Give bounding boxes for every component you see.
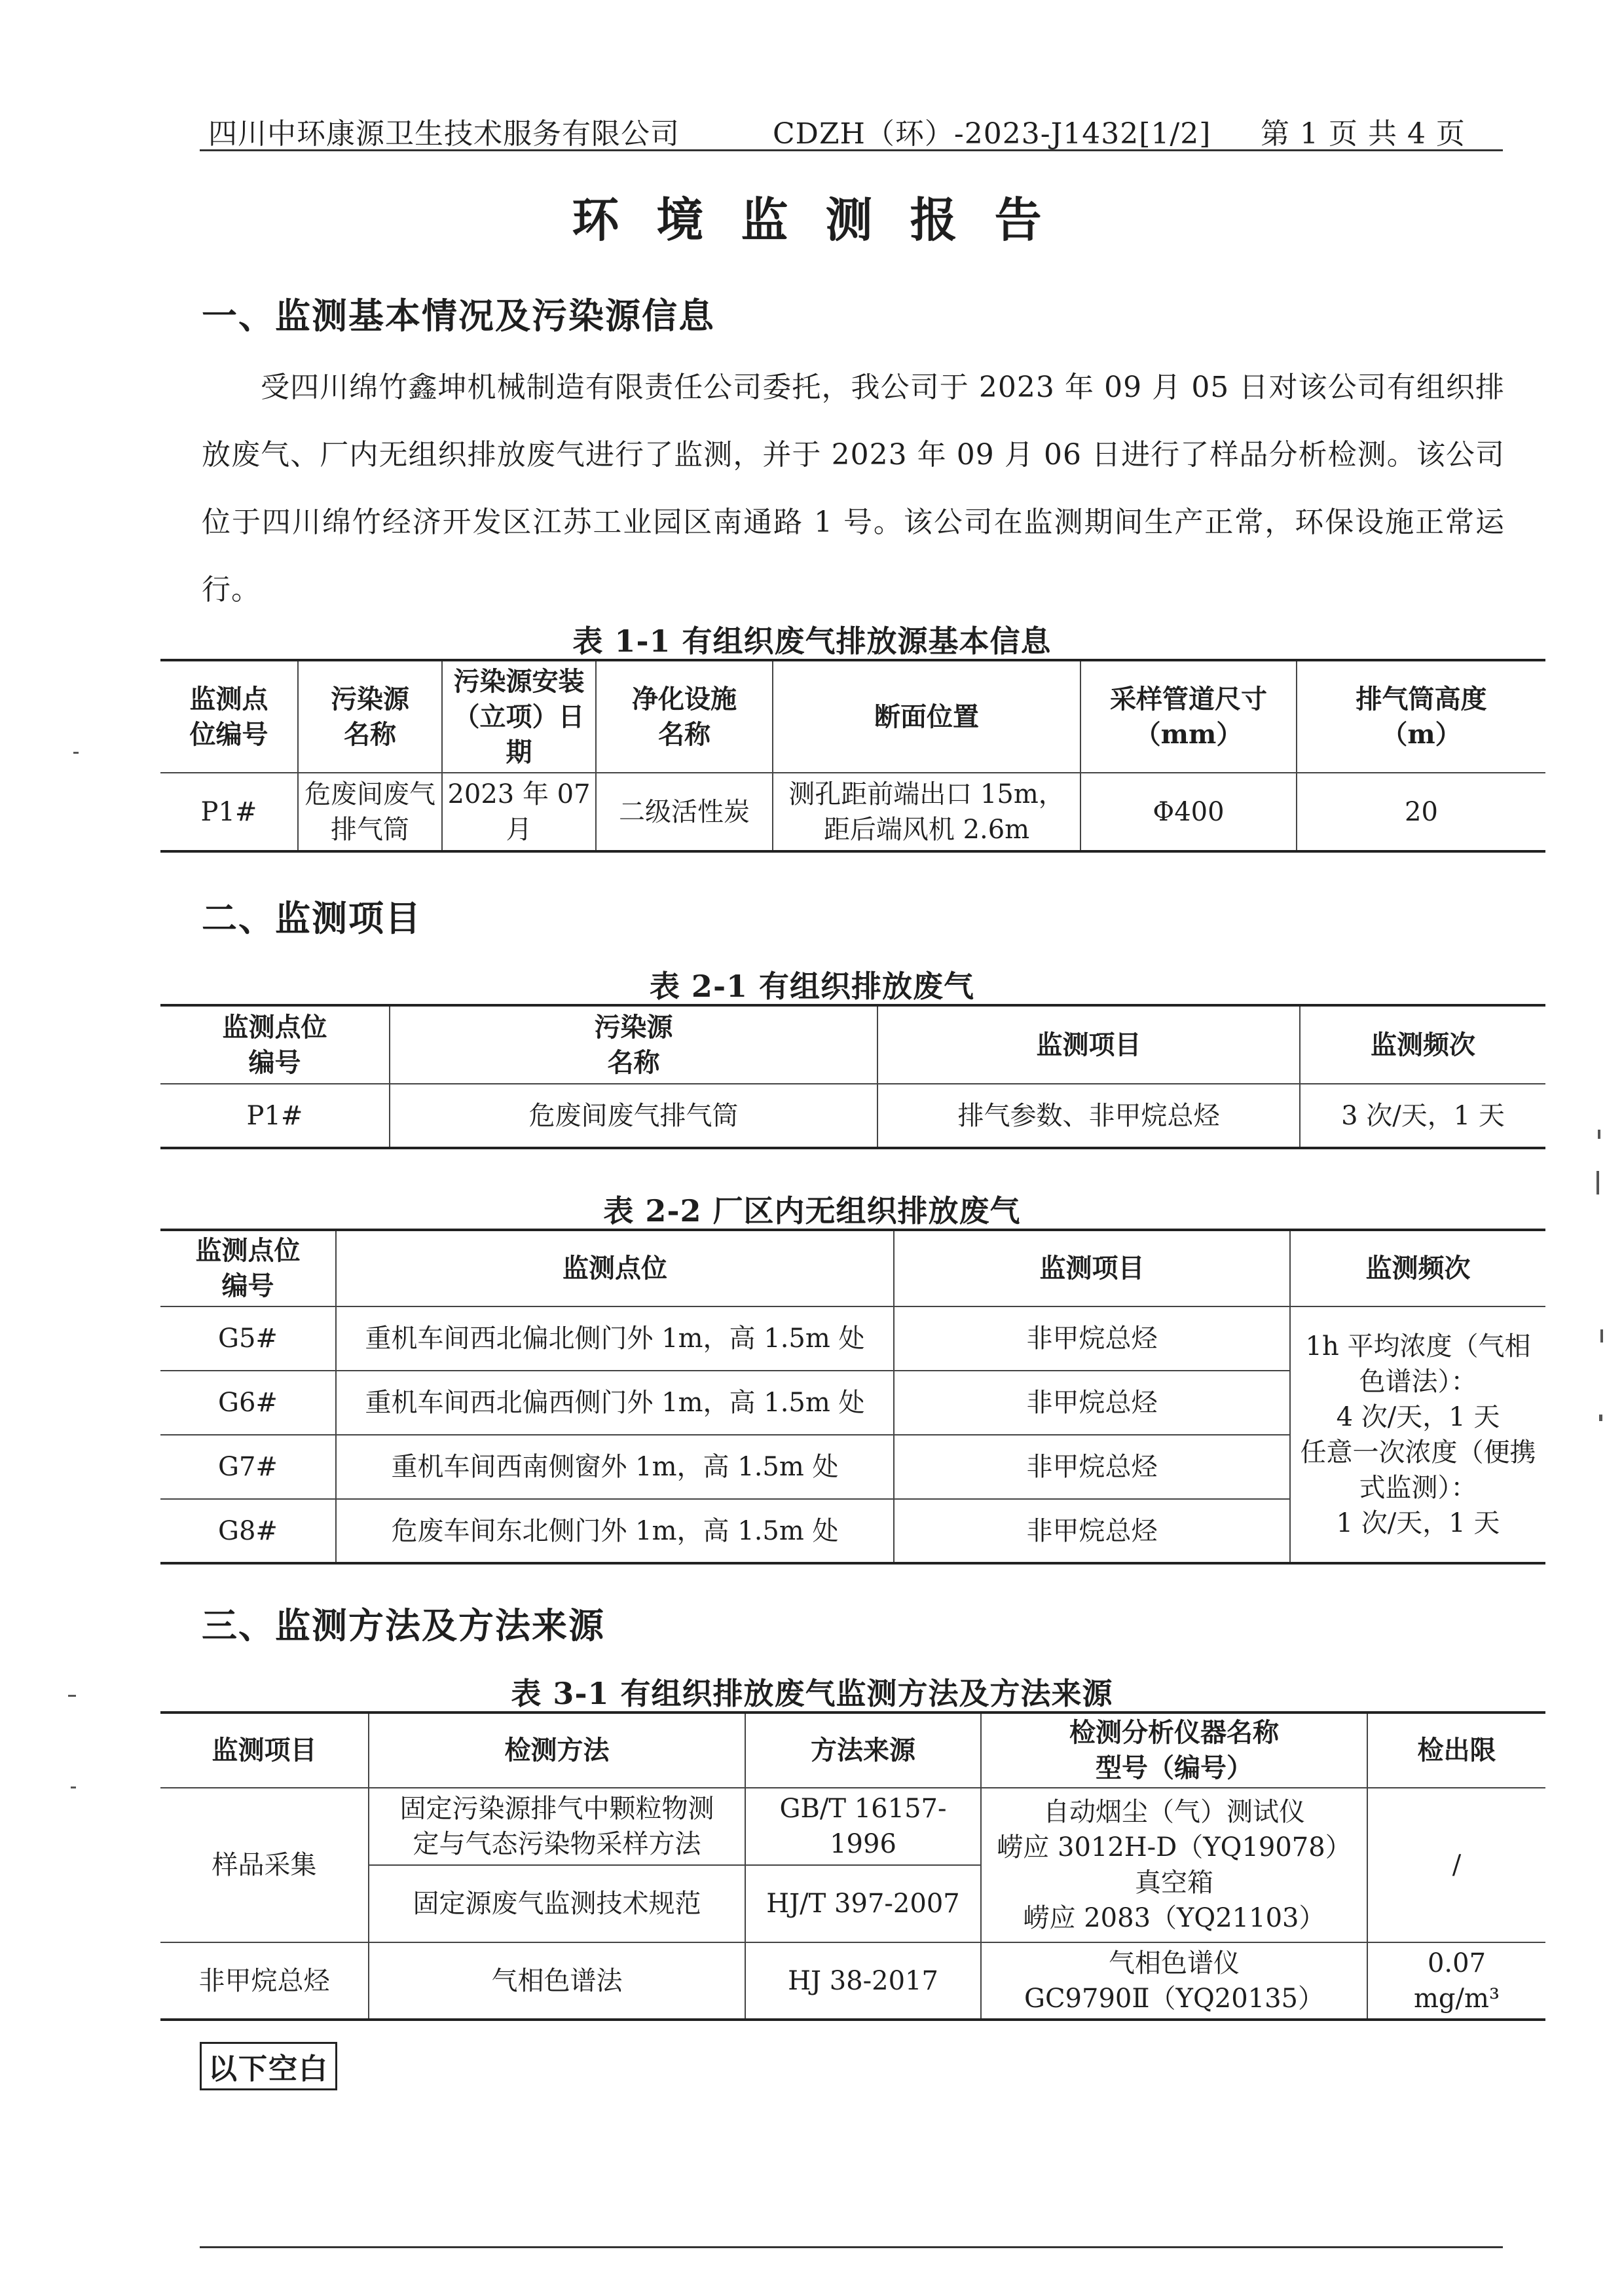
t22-cell: 重机车间西北偏西侧门外 1m，高 1.5m 处: [336, 1371, 894, 1435]
limit-value: 0.07: [1427, 1948, 1486, 1978]
page-info: 第 1 页 共 4 页: [1261, 117, 1466, 151]
t31-cell: GB/T 16157-1996: [745, 1788, 981, 1865]
t11-cell: 2023 年 07 月: [442, 773, 596, 851]
limit-unit: mg/m³: [1414, 1983, 1500, 2014]
t22-cell: G8#: [160, 1499, 336, 1563]
table-2-1: [160, 1004, 1545, 1149]
instrument-line: 自动烟尘（气）测试仪: [1043, 1797, 1305, 1827]
t31-cell: 固定源废气监测技术规范: [369, 1865, 745, 1942]
table-1-1: [160, 659, 1545, 853]
instrument-line: 崂应 2083（YQ21103）: [1023, 1903, 1325, 1933]
section-1-paragraph: [202, 354, 1505, 623]
footer-divider: [200, 2246, 1503, 2248]
t31-cell: 气相色谱法: [369, 1942, 745, 2020]
instrument-line: GC9790Ⅱ（YQ20135）: [1024, 1983, 1324, 2014]
scan-speck: [1599, 1415, 1602, 1421]
t22-cell: 非甲烷总烃: [894, 1371, 1290, 1435]
freq-line: 任意一次浓度（便携式监测）：: [1300, 1437, 1536, 1503]
t31-nmhc-instruments: [981, 1942, 1367, 2020]
t11-cell: 危废间废气 排气筒: [298, 773, 442, 851]
t11-h-source: 污染源 名称: [298, 660, 442, 773]
scan-speck: [73, 752, 79, 754]
t31-sampling-item: 样品采集: [160, 1788, 369, 1942]
t21-cell: 危废间废气排气筒: [390, 1084, 877, 1148]
table-3-1: [160, 1711, 1545, 2021]
end-note: 以下空白: [200, 2042, 337, 2090]
section-2-heading: 二、监测项目: [202, 897, 422, 939]
t22-cell: 危废车间东北侧门外 1m，高 1.5m 处: [336, 1499, 894, 1563]
section-1-heading: 一、监测基本情况及污染源信息: [202, 295, 715, 337]
section-3-heading: 三、监测方法及方法来源: [202, 1604, 605, 1646]
t11-h-section: 断面位置: [773, 660, 1080, 773]
t31-cell: HJ/T 397-2007: [745, 1865, 981, 1942]
t21-cell: P1#: [160, 1084, 390, 1148]
table-2-2-caption: 表 2-2 厂区内无组织排放废气: [603, 1193, 1021, 1229]
t31-cell: 非甲烷总烃: [160, 1942, 369, 2020]
t31-h-instrument: 检测分析仪器名称 型号（编号）: [981, 1713, 1367, 1788]
t21-h-source: 污染源 名称: [390, 1005, 877, 1084]
freq-line: 1h 平均浓度（气相色谱法）：: [1305, 1331, 1531, 1397]
t22-h-item: 监测项目: [894, 1230, 1290, 1306]
t22-cell: 重机车间西南侧窗外 1m，高 1.5m 处: [336, 1435, 894, 1499]
table-3-1-caption: 表 3-1 有组织排放废气监测方法及方法来源: [511, 1676, 1113, 1711]
instrument-line: 真空箱: [1135, 1868, 1213, 1898]
report-number: CDZH（环）-2023-J1432[1/2]: [773, 117, 1211, 151]
t22-h-freq: 监测频次: [1290, 1230, 1545, 1306]
t22-cell: 重机车间西北偏北侧门外 1m，高 1.5m 处: [336, 1306, 894, 1371]
instrument-line: 气相色谱仪: [1109, 1948, 1240, 1978]
t11-cell: 20: [1297, 773, 1545, 851]
t31-h-item: 监测项目: [160, 1713, 369, 1788]
t31-cell: 固定污染源排气中颗粒物测 定与气态污染物采样方法: [369, 1788, 745, 1865]
t31-cell: HJ 38-2017: [745, 1942, 981, 2020]
t22-cell: 非甲烷总烃: [894, 1306, 1290, 1371]
t21-h-item: 监测项目: [877, 1005, 1300, 1084]
t22-h-code: 监测点位 编号: [160, 1230, 336, 1306]
t31-h-source: 方法来源: [745, 1713, 981, 1788]
t31-sampling-limit: /: [1367, 1788, 1545, 1942]
t11-h-code: 监测点 位编号: [160, 660, 298, 773]
scan-speck: [68, 1695, 76, 1697]
t21-cell: 排气参数、非甲烷总烃: [877, 1084, 1300, 1148]
table-2-1-caption: 表 2-1 有组织排放废气: [649, 969, 975, 1004]
t31-sampling-instruments: [981, 1788, 1367, 1942]
t21-h-freq: 监测频次: [1300, 1005, 1545, 1084]
scan-speck: [1598, 1130, 1600, 1139]
t31-h-method: 检测方法: [369, 1713, 745, 1788]
table-1-1-caption: 表 1-1 有组织废气排放源基本信息: [572, 623, 1052, 659]
scan-speck: [71, 1787, 76, 1788]
t22-cell: G6#: [160, 1371, 336, 1435]
t21-h-code: 监测点位 编号: [160, 1005, 390, 1084]
t11-cell: Φ400: [1080, 773, 1297, 851]
t11-h-facility: 净化设施 名称: [596, 660, 773, 773]
t11-cell: 二级活性炭: [596, 773, 773, 851]
t22-h-point: 监测点位: [336, 1230, 894, 1306]
t22-cell: 非甲烷总烃: [894, 1499, 1290, 1563]
t31-h-limit: 检出限: [1367, 1713, 1545, 1788]
document-title: 环 境 监 测 报 告: [572, 192, 1052, 248]
t11-h-date: 污染源安装 （立项）日 期: [442, 660, 596, 773]
t21-cell: 3 次/天，1 天: [1300, 1084, 1545, 1148]
instrument-line: 崂应 3012H-D（YQ19078）: [997, 1832, 1352, 1862]
table-2-2: [160, 1229, 1545, 1565]
t31-nmhc-limit: [1367, 1942, 1545, 2020]
t22-cell: G7#: [160, 1435, 336, 1499]
scan-speck: [1596, 1171, 1599, 1194]
header-divider: [200, 149, 1503, 151]
t22-frequency: [1290, 1306, 1545, 1563]
t22-cell: G5#: [160, 1306, 336, 1371]
t11-cell: 测孔距前端出口 15m， 距后端风机 2.6m: [773, 773, 1080, 851]
scan-speck: [1600, 1329, 1603, 1342]
t22-cell: 非甲烷总烃: [894, 1435, 1290, 1499]
freq-line: 4 次/天，1 天: [1336, 1401, 1500, 1432]
company-name: 四川中环康源卫生技术服务有限公司: [208, 117, 680, 151]
t11-h-pipe: 采样管道尺寸 （mm）: [1080, 660, 1297, 773]
freq-line: 1 次/天，1 天: [1336, 1508, 1500, 1538]
t11-h-height: 排气筒高度 （m）: [1297, 660, 1545, 773]
paragraph-text: 受四川绵竹鑫坤机械制造有限责任公司委托，我公司于 2023 年 09 月 05 日对该公司有组织排放废气、厂内无组织排放废气进行了监测，并于 2023 年 09 月 06 日进行了样品分析检测。该公司位于四川绵竹经济开发区江苏工业园区南通路 1 号。该公司在监测期间生产正常，环保设施正常运行。: [202, 371, 1505, 606]
t11-cell: P1#: [160, 773, 298, 851]
